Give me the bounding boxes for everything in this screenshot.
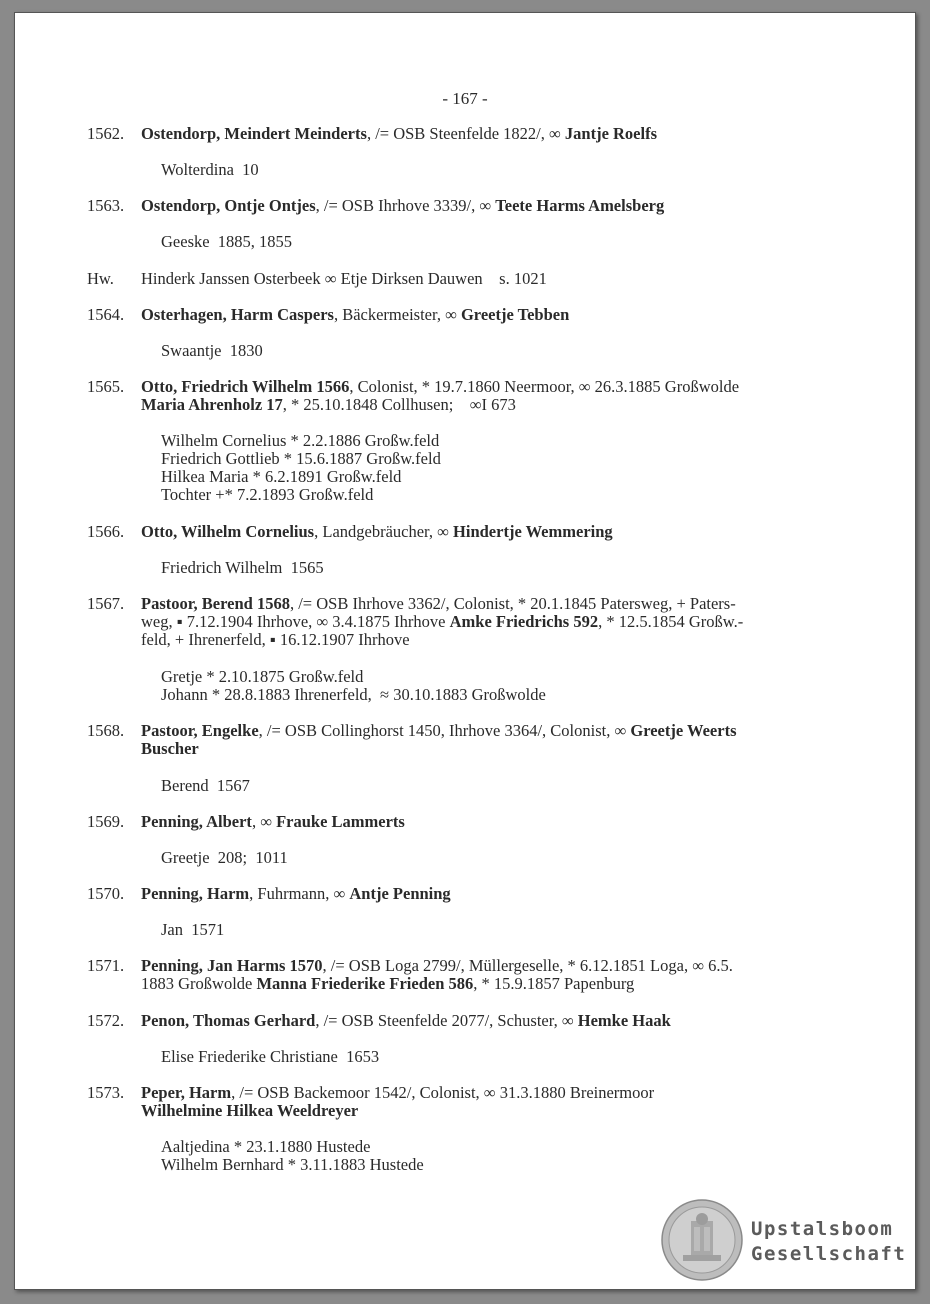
document-page xyxy=(14,12,916,1290)
entry-line1 xyxy=(141,523,851,541)
person-name: Wilhelmine Hilkea Weeldreyer xyxy=(141,1101,359,1120)
entry-line1 xyxy=(141,197,851,215)
entry-detail: , * 12.5.1854 Großw.- xyxy=(598,612,744,631)
person-name: Penning, Jan Harms 1570 xyxy=(141,956,323,975)
entry-text xyxy=(141,523,851,541)
children-list xyxy=(161,1138,851,1174)
children-list xyxy=(161,668,851,704)
child-entry: Hilkea Maria * 6.2.1891 Großw.feld xyxy=(161,467,402,486)
entry-line1 xyxy=(141,125,851,143)
children-list xyxy=(161,921,851,939)
entry-number: 1573. xyxy=(87,1083,125,1102)
person-name: Penning, Harm xyxy=(141,884,250,903)
person-name: Manna Friederike Frieden 586 xyxy=(256,974,474,993)
children-list xyxy=(161,849,851,867)
child-entry: Friedrich Gottlieb * 15.6.1887 Großw.feld xyxy=(161,449,441,468)
entry-line3 xyxy=(141,631,851,649)
person-name: Hemke Haak xyxy=(577,1011,671,1030)
person-name: Antje Penning xyxy=(349,884,451,903)
child-entry: Jan 1571 xyxy=(161,920,225,939)
entry-detail: feld, + Ihrenerfeld, ▪ 16.12.1907 Ihrhove xyxy=(141,630,410,649)
entry-text xyxy=(141,378,851,414)
entry-number: 1572. xyxy=(87,1011,125,1030)
entry-text xyxy=(141,270,851,288)
entry-line1 xyxy=(141,1012,851,1030)
entry-number: Hw. xyxy=(87,269,114,288)
entry-number: 1564. xyxy=(87,305,125,324)
entry-detail: , ∞ xyxy=(251,812,277,831)
entry-detail: , Bäckermeister, ∞ xyxy=(333,305,461,324)
entry-detail: , * 15.9.1857 Papenburg xyxy=(473,974,635,993)
entry-detail: , /= OSB Ihrhove 3339/, ∞ xyxy=(315,196,496,215)
person-name: Teete Harms Amelsberg xyxy=(495,196,665,215)
person-name: Penning, Albert xyxy=(141,812,252,831)
entry-line1 xyxy=(141,1084,851,1102)
person-name: Pastoor, Berend 1568 xyxy=(141,594,290,613)
child-entry: Elise Friederike Christiane 1653 xyxy=(161,1047,380,1066)
entry-text xyxy=(141,813,851,831)
entry-line1 xyxy=(141,270,851,288)
person-name: Jantje Roelfs xyxy=(564,124,658,143)
page-number: - 167 - xyxy=(442,89,488,108)
child-entry: Wilhelm Cornelius * 2.2.1886 Großw.feld xyxy=(161,431,440,450)
child-entry: Johann * 28.8.1883 Ihrenerfeld, ≈ 30.10.1883 Großwolde xyxy=(161,685,546,704)
person-name: Osterhagen, Harm Caspers xyxy=(141,305,334,324)
entry-text xyxy=(141,197,851,215)
children-list xyxy=(161,559,851,577)
society-logo-text xyxy=(751,1217,906,1267)
entry-number: 1567. xyxy=(87,594,125,613)
person-name: Ostendorp, Ontje Ontjes xyxy=(141,196,316,215)
child-entry: Aaltjedina * 23.1.1880 Hustede xyxy=(161,1137,371,1156)
society-seal-icon xyxy=(661,1199,743,1281)
entry-detail: , Fuhrmann, ∞ xyxy=(249,884,350,903)
entry-text xyxy=(141,722,851,758)
entry-line1 xyxy=(141,378,851,396)
society-name-line2: Gesellschaft xyxy=(751,1243,907,1265)
person-name: Greetje Tebben xyxy=(460,305,570,324)
person-name: Peper, Harm xyxy=(141,1083,232,1102)
entry-line2 xyxy=(141,975,851,993)
entry-number: 1569. xyxy=(87,812,125,831)
person-name: Maria Ahrenholz 17 xyxy=(141,395,283,414)
entry-text xyxy=(141,1084,851,1120)
entry-line1 xyxy=(141,813,851,831)
entry-line2 xyxy=(141,1102,851,1120)
child-entry: Wolterdina 10 xyxy=(161,160,259,179)
entry-text xyxy=(141,885,851,903)
entry-detail: , Colonist, * 19.7.1860 Neermoor, ∞ 26.3.1885 Großwolde xyxy=(349,377,740,396)
entry-detail: 1883 Großwolde xyxy=(141,974,257,993)
person-name: Ostendorp, Meindert Meinderts xyxy=(141,124,367,143)
person-name: Amke Friedrichs 592 xyxy=(449,612,599,631)
children-list xyxy=(161,233,851,251)
entry-text xyxy=(141,306,851,324)
entry-detail: , /= OSB Backemoor 1542/, Colonist, ∞ 31.3.1880 Breinermoor xyxy=(231,1083,655,1102)
person-name: Frauke Lammerts xyxy=(276,812,405,831)
entry-number: 1570. xyxy=(87,884,125,903)
entry-number: 1565. xyxy=(87,377,125,396)
children-list xyxy=(161,342,851,360)
entry-text xyxy=(141,595,851,649)
person-name: Hindertje Wemmering xyxy=(453,522,613,541)
entry-text xyxy=(141,125,851,143)
entry-line2 xyxy=(141,396,851,414)
entry-detail: , * 25.10.1848 Collhusen; ∞I 673 xyxy=(282,395,516,414)
person-name: Otto, Friedrich Wilhelm 1566 xyxy=(141,377,350,396)
person-name: Buscher xyxy=(141,739,199,758)
children-list xyxy=(161,432,851,504)
entry-text xyxy=(141,1012,851,1030)
child-entry: Gretje * 2.10.1875 Großw.feld xyxy=(161,667,364,686)
child-entry: Berend 1567 xyxy=(161,776,250,795)
entry-number: 1563. xyxy=(87,196,125,215)
entry-detail: , Landgebräucher, ∞ xyxy=(314,522,454,541)
person-name: Otto, Wilhelm Cornelius xyxy=(141,522,315,541)
entry-detail: Hinderk Janssen Osterbeek ∞ Etje Dirksen Dauwen s. 1021 xyxy=(141,269,547,288)
person-name: Greetje Weerts xyxy=(630,721,737,740)
entry-detail: , /= OSB Steenfelde 2077/, Schuster, ∞ xyxy=(315,1011,578,1030)
entry-detail: , /= OSB Steenfelde 1822/, ∞ xyxy=(366,124,565,143)
entry-line2 xyxy=(141,613,851,631)
entry-line2 xyxy=(141,740,851,758)
society-name-line1: Upstalsboom xyxy=(751,1218,894,1240)
child-entry: Wilhelm Bernhard * 3.11.1883 Hustede xyxy=(161,1155,424,1174)
child-entry: Tochter +* 7.2.1893 Großw.feld xyxy=(161,485,374,504)
entry-line1 xyxy=(141,722,851,740)
entry-line1 xyxy=(141,306,851,324)
entry-detail: , /= OSB Ihrhove 3362/, Colonist, * 20.1.1845 Patersweg, + Paters- xyxy=(289,594,736,613)
entry-number: 1566. xyxy=(87,522,125,541)
child-entry: Geeske 1885, 1855 xyxy=(161,232,293,251)
person-name: Penon, Thomas Gerhard xyxy=(141,1011,316,1030)
child-entry: Friedrich Wilhelm 1565 xyxy=(161,558,324,577)
child-entry: Swaantje 1830 xyxy=(161,341,263,360)
entry-number: 1571. xyxy=(87,956,125,975)
entry-line1 xyxy=(141,595,851,613)
entry-detail: , /= OSB Loga 2799/, Müllergeselle, * 6.12.1851 Loga, ∞ 6.5. xyxy=(322,956,733,975)
entry-line1 xyxy=(141,885,851,903)
person-name: Pastoor, Engelke xyxy=(141,721,259,740)
entry-number: 1568. xyxy=(87,721,125,740)
entry-detail: weg, ▪ 7.12.1904 Ihrhove, ∞ 3.4.1875 Ihrhove xyxy=(141,612,450,631)
children-list xyxy=(161,777,851,795)
entry-number: 1562. xyxy=(87,124,125,143)
children-list xyxy=(161,161,851,179)
children-list xyxy=(161,1048,851,1066)
entry-line1 xyxy=(141,957,851,975)
child-entry: Greetje 208; 1011 xyxy=(161,848,288,867)
entry-text xyxy=(141,957,851,993)
entry-detail: , /= OSB Collinghorst 1450, Ihrhove 3364/, Colonist, ∞ xyxy=(258,721,631,740)
